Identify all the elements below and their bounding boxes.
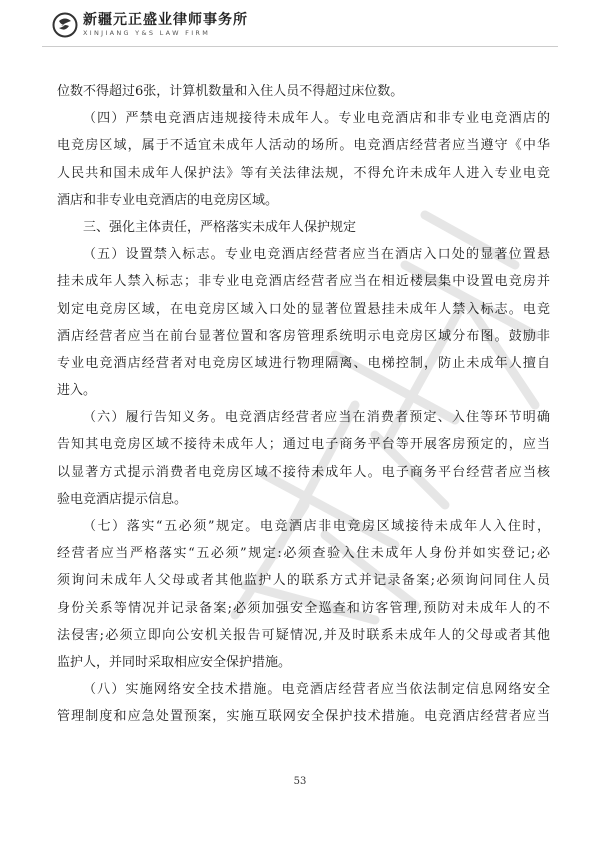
text-line: 挂未成年人禁入标志；非专业电竞酒店经营者应当在相近楼层集中设置电竞房并 [57,274,550,290]
text-line: 电竞房区域，属于不适宜未成年人活动的场所。电竞酒店经营者应当遵守《中华 [57,138,550,154]
text-line: 验电竞酒店提示信息。 [57,491,188,507]
text-line: 须询问未成年人父母或者其他监护人的联系方式并记录备案;必须询问同住人员 [57,573,550,589]
text-line: （六）履行告知义务。电竞酒店经营者应当在消费者预定、入住等环节明确 [83,410,550,426]
text-line: （五）设置禁入标志。专业电竞酒店经营者应当在酒店入口处的显著位置悬 [83,247,550,263]
text-line: 以显著方式提示消费者电竞房区域不接待未成年人。电子商务平台经营者应当核 [57,464,550,480]
text-line: 告知其电竞房区域不接待未成年人；通过电子商务平台等开展客房预定的，应当 [57,437,550,453]
page-number: 53 [293,776,307,787]
document-body [57,78,550,731]
firm-name-cn: 新疆元正盛业律师事务所 [83,12,248,29]
text-line: 位数不得超过6张，计算机数量和入住人员不得超过床位数。 [57,84,404,99]
text-line: 专业电竞酒店经营者对电竞房区域进行物理隔离、电梯控制，防止未成年人擅自 [57,355,550,371]
text-line: 进入。 [57,383,97,399]
text-line: 身份关系等情况并记录备案;必须加强安全巡查和访客管理,预防对未成年人的不 [57,600,550,616]
text-line: （七）落实“五必须”规定。电竞酒店非电竞房区域接待未成年人入住时， [83,519,550,534]
firm-name-en: XINJIANG Y&S LAW FIRM [83,29,211,38]
text-line: 酒店和非专业电竞酒店的电竞房区域。 [57,192,279,208]
firm-name [83,13,248,37]
letterhead [52,8,248,42]
text-line: （八）实施网络安全技术措施。电竞酒店经营者应当依法制定信息网络安全 [83,682,550,698]
text-line: 人民共和国未成年人保护法》等有关法律法规，不得允许未成年人进入专业电竞 [57,165,550,181]
text-line: 酒店经营者应当在前台显著位置和客房管理系统明示电竞房区域分布图。鼓励非 [57,328,550,344]
text-line: 划定电竞房区域，在电竞房区域入口处的显著位置悬挂未成年人禁入标志。电竞 [57,301,550,317]
text-line: （四）严禁电竞酒店违规接待未成年人。专业电竞酒店和非专业电竞酒店的 [83,111,550,127]
text-line: 法侵害;必须立即向公安机关报告可疑情况,并及时联系未成年人的父母或者其他 [57,627,550,643]
text-line: 管理制度和应急处置预案，实施互联网安全保护技术措施。电竞酒店经营者应当 [57,709,550,725]
text-line: 经营者应当严格落实“五必须”规定:必须查验入住未成年人身份并如实登记;必 [57,546,550,562]
firm-logo-icon [52,12,78,38]
header-divider [42,46,558,47]
text-line: 三、强化主体责任，严格落实未成年人保护规定 [83,219,357,235]
text-line: 监护人，并同时采取相应安全保护措施。 [57,654,292,670]
